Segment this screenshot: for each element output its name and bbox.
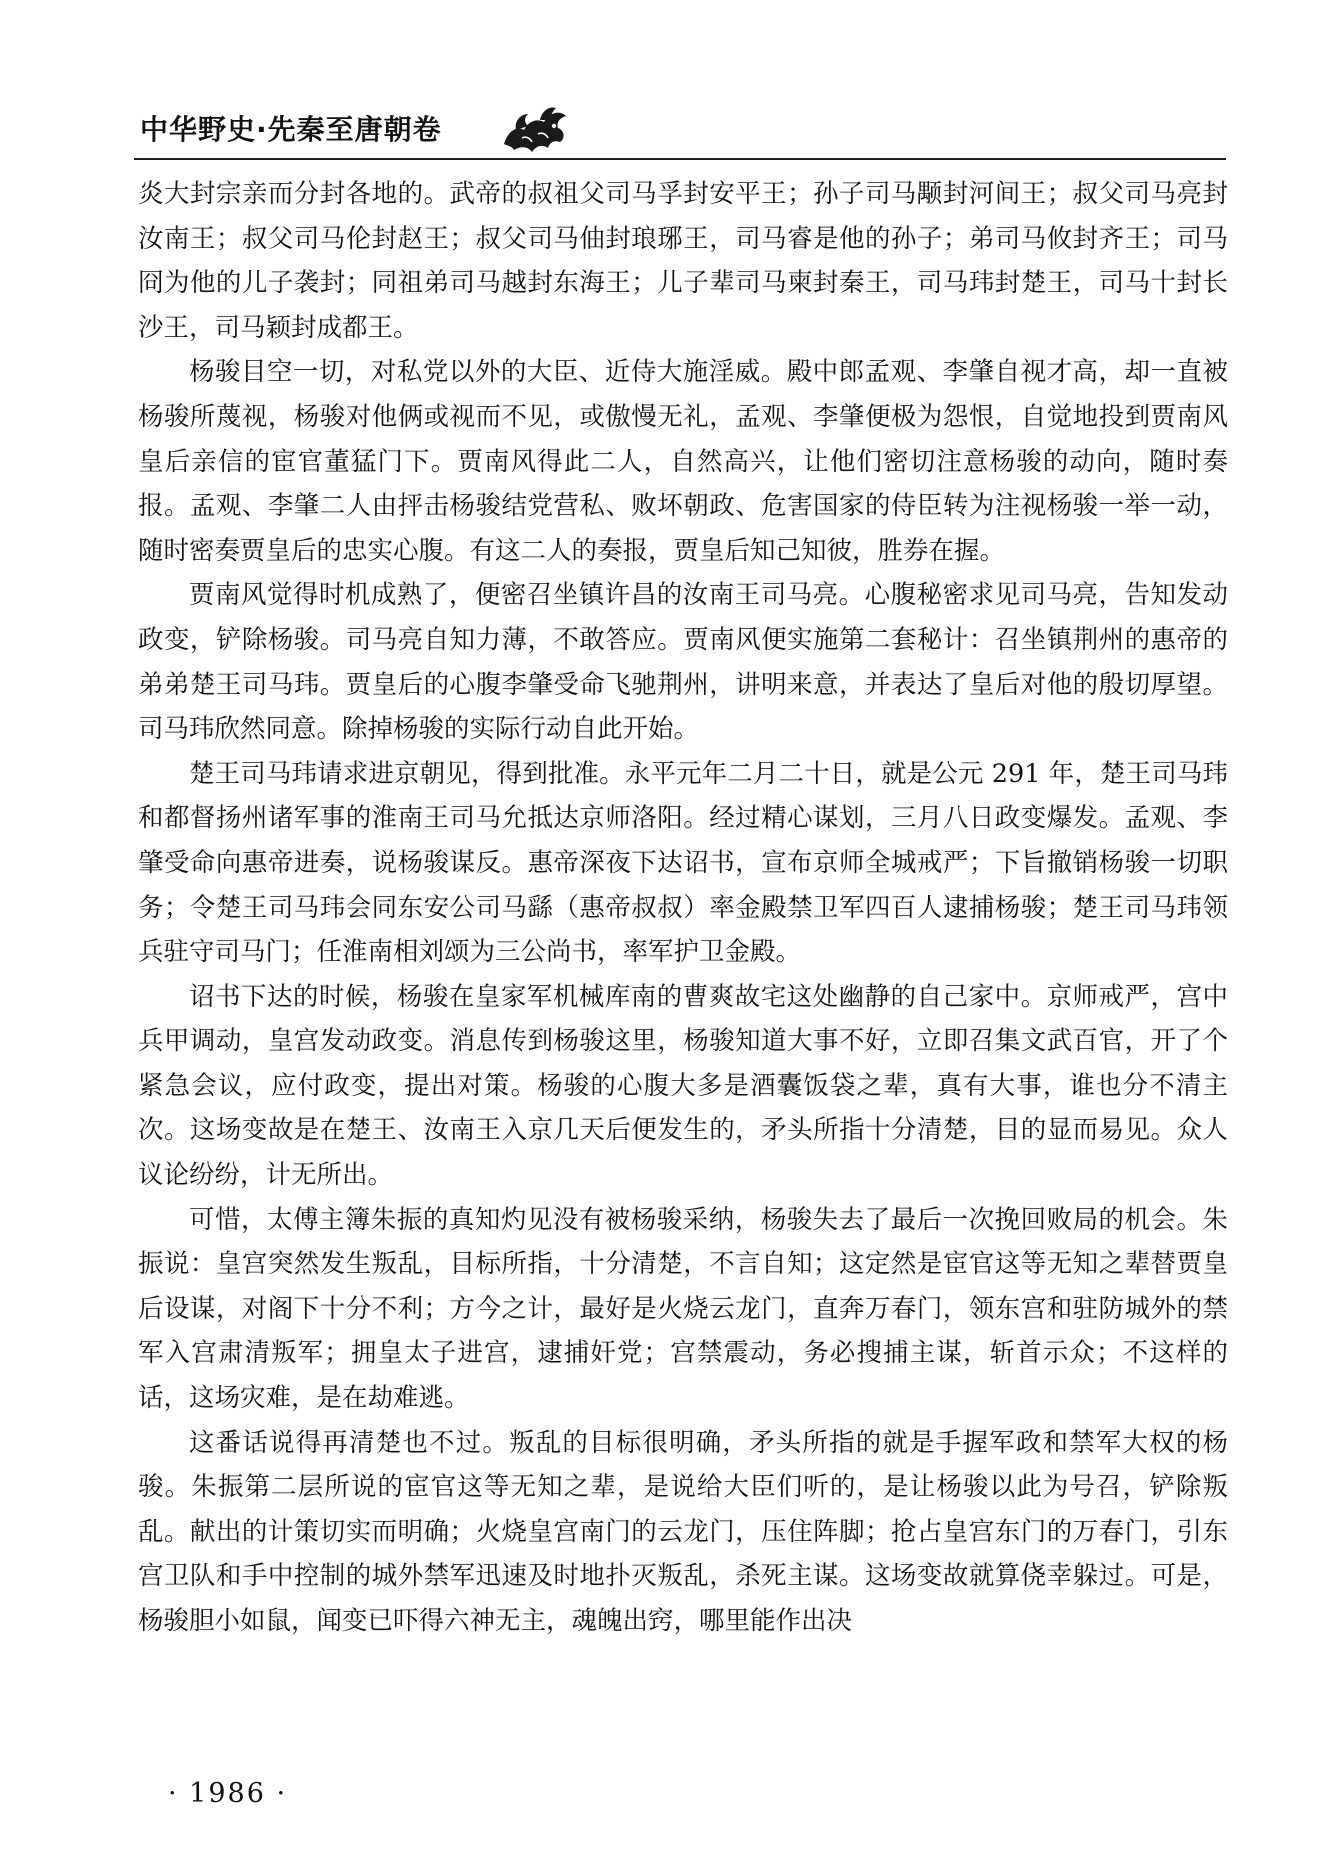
dragon-emblem-icon [494, 100, 572, 156]
body-text [138, 172, 1228, 1644]
running-title: 中华野史·先秦至唐朝卷 [140, 113, 442, 146]
paragraph: 这番话说得再清楚也不过。叛乱的目标很明确，矛头所指的就是手握军政和禁军大权的杨骏。朱振第二层所说的宦官这等无知之辈，是说给大臣们听的，是让杨骏以此为号召，铲除叛乱。献出的计策切实而明确；火烧皇宫南门的云龙门，压住阵脚；抢占皇宫东门的万春门，引东宫卫队和手中控制的城外禁军迅速及时地扑灭叛乱，杀死主谋。这场变故就算侥幸躲过。可是，杨骏胆小如鼠，闻变已吓得六神无主，魂魄出窍，哪里能作出决 [138, 1427, 1228, 1636]
paragraph: 炎大封宗亲而分封各地的。武帝的叔祖父司马孚封安平王；孙子司马颙封河间王；叔父司马亮封汝南王；叔父司马伦封赵王；叔父司马伷封琅琊王，司马睿是他的孙子；弟司马攸封齐王；司马冏为他的儿子袭封；同祖弟司马越封东海王；儿子辈司马柬封秦王，司马玮封楚王，司马十封长沙王，司马颖封成都王。 [138, 179, 1228, 343]
paragraph: 可惜，太傅主簿朱振的真知灼见没有被杨骏采纳，杨骏失去了最后一次挽回败局的机会。朱振说：皇宫突然发生叛乱，目标所指，十分清楚，不言自知；这定然是宦官这等无知之辈替贾皇后设谋，对阁下十分不利；方今之计，最好是火烧云龙门，直奔万春门，领东宫和驻防城外的禁军入宫肃清叛军；拥皇太子进宫，逮捕奸党；宫禁震动，务必搜捕主谋，斩首示众；不这样的话，这场灾难，是在劫难逃。 [138, 1204, 1228, 1414]
paragraph: 楚王司马玮请求进京朝见，得到批准。永平元年二月二十日，就是公元 291 年，楚王司马玮和都督扬州诸军事的淮南王司马允抵达京师洛阳。经过精心谋划，三月八日政变爆发。孟观、李肇受命向惠帝进奏，说杨骏谋反。惠帝深夜下达诏书，宣布京师全城戒严；下旨撤销杨骏一切职务；令楚王司马玮会同东安公司马繇（惠帝叔叔）率金殿禁卫军四百人逮捕杨骏；楚王司马玮领兵驻守司马门；任淮南相刘颂为三公尚书，率军护卫金殿。 [138, 758, 1228, 968]
running-header [140, 100, 572, 156]
paragraph: 杨骏目空一切，对私党以外的大臣、近侍大施淫威。殿中郎孟观、李肇自视才高，却一直被杨骏所蔑视，杨骏对他俩或视而不见，或傲慢无礼，孟观、李肇便极为怨恨，自觉地投到贾南风皇后亲信的宦官董猛门下。贾南风得此二人，自然高兴，让他们密切注意杨骏的动向，随时奏报。孟观、李肇二人由抨击杨骏结党营私、败坏朝政、危害国家的侍臣转为注视杨骏一举一动，随时密奏贾皇后的忠实心腹。有这二人的奏报，贾皇后知己知彼，胜券在握。 [138, 357, 1228, 566]
paragraph: 诏书下达的时候，杨骏在皇家军机械库南的曹爽故宅这处幽静的自己家中。京师戒严，宫中兵甲调动，皇宫发动政变。消息传到杨骏这里，杨骏知道大事不好，立即召集文武百官，开了个紧急会议，应付政变，提出对策。杨骏的心腹大多是酒囊饭袋之辈，真有大事，谁也分不清主次。这场变故是在楚王、汝南王入京几天后便发生的，矛头所指十分清楚，目的显而易见。众人议论纷纷，计无所出。 [138, 981, 1228, 1191]
paragraph: 贾南风觉得时机成熟了，便密召坐镇许昌的汝南王司马亮。心腹秘密求见司马亮，告知发动政变，铲除杨骏。司马亮自知力薄，不敢答应。贾南风便实施第二套秘计：召坐镇荆州的惠帝的弟弟楚王司马玮。贾皇后的心腹李肇受命飞驰荆州，讲明来意，并表达了皇后对他的殷切厚望。司马玮欣然同意。除掉杨骏的实际行动自此开始。 [138, 580, 1228, 745]
page-number: · 1986 · [168, 1778, 288, 1809]
header-rule [134, 158, 1226, 160]
